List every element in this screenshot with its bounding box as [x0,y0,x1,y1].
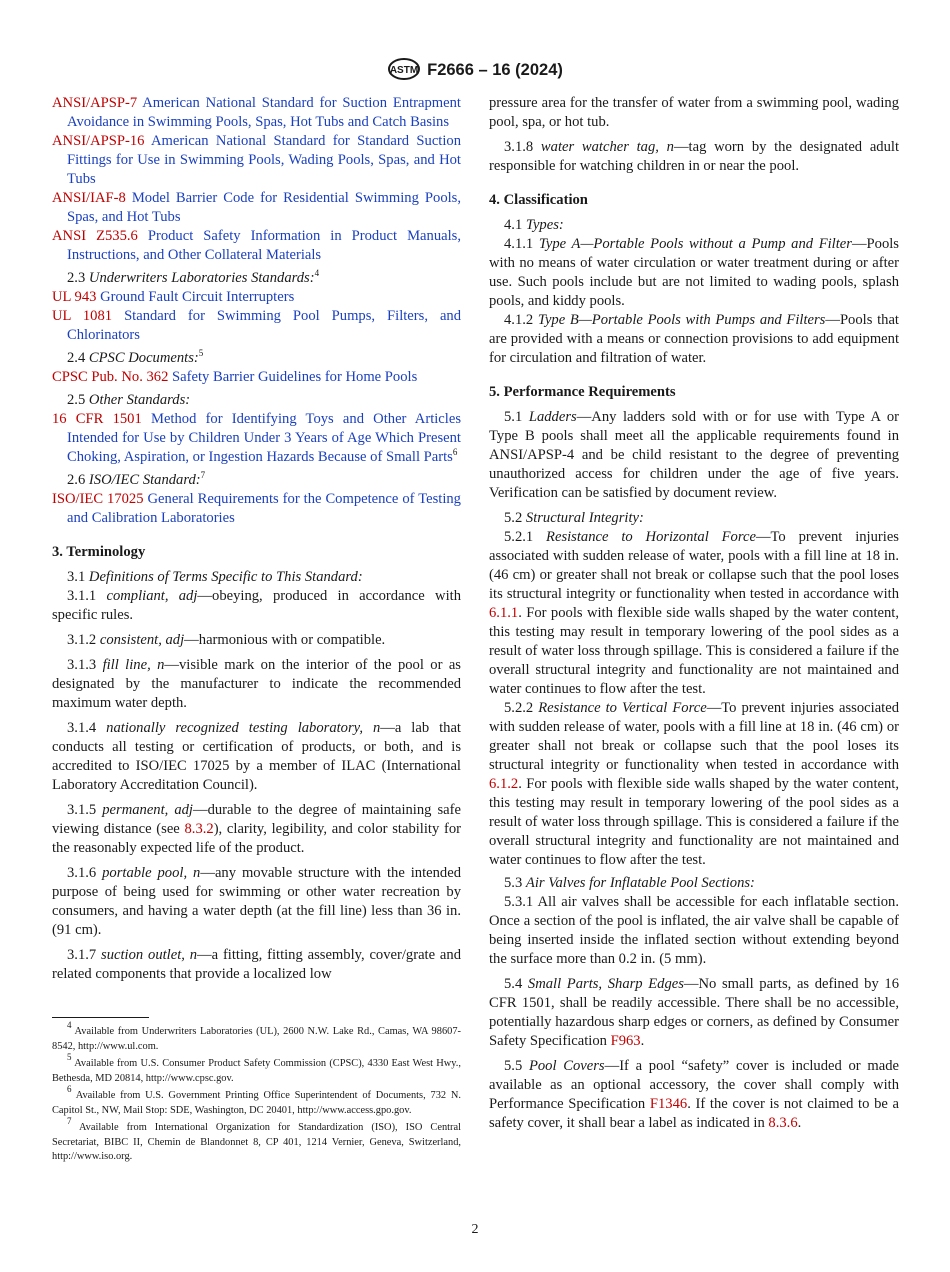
footnote: $^6$ Available from U.S. Government Printing Office Superintendent of Documents, 732 N. Capitol St., NW, Mail Stop: SDE, Washington, DC 20401, http://www.access.gpo.gov. [52,1084,461,1116]
reference-title-link[interactable]: Method for Identifying Toys and Other Articles Intended for Use by Children Under 3 Years of Age Which Present Choking, Aspiration, or Ingestion Hazards Because of Small Parts [67,411,461,465]
paragraph-3-1-1: 3.1.1 compliant, adj—obeying, produced in accordance with specific rules. [52,588,461,623]
subsection-2-5: 2.5 Other Standards: [67,392,191,408]
footnote: $^7$ Available from International Organization for Standardization (ISO), ISO Central Secretariat, BIBC II, Chemin de Blandonnet 8, CP 401, 1214 Vernier, Geneva, Switzerland, http://www.iso.org. [52,1116,461,1162]
right-column [489,94,899,1133]
reference-item [52,227,461,265]
reference-item [52,189,461,227]
paragraph-3-1-6: 3.1.6 portable pool, n—any movable structure with the intended purpose of being used for swimming or other water recreation by consumers, and having a water depth (at the fill line) less than 36 in. (91 cm). [52,865,461,938]
footnote: $^5$ Available from U.S. Consumer Product Safety Commission (CPSC), 4330 East West Hwy., Bethesda, MD 20814, http://www.cpsc.gov. [52,1052,462,1084]
paragraph-3-1-4: 3.1.4 nationally recognized testing laboratory, n—a lab that conducts all testing or certification of products, or both, and is accredited to ISO/IEC 17025 by a member of ILAC (International Laboratory Accreditation Council). [52,720,461,793]
left-column [52,94,461,1165]
page-number: 2 [471,1222,479,1237]
cross-reference-link[interactable]: 8.3.2 [184,821,214,837]
reference-title-link[interactable]: American National Standard for Standard Suction Fittings for Use in Swimming Pools, Wading Pools, Spas, and Hot Tubs [67,133,461,187]
footnote-divider [52,1017,149,1018]
paragraph-4-1-1: 4.1.1 Type A—Portable Pools without a Pump and Filter—Pools with no means of water circulation or water treatment during or after use. Such pools include but are not limited to wading pools, splash pools, and kiddy pools. [489,236,899,309]
reference-title-link[interactable]: Product Safety Information in Product Manuals, Instructions, and Other Collateral Materials [67,228,461,263]
reference-title-link[interactable]: Model Barrier Code for Residential Swimming Pools, Spas, and Hot Tubs [67,190,461,225]
reference-item [52,307,461,345]
document-header [0,58,950,80]
reference-item [52,94,461,132]
section-heading-terminology: 3. Terminology [52,544,146,560]
document-designation: F2666 – 16 (2024) [427,61,563,79]
cross-reference-link[interactable]: F1346 [649,1096,688,1112]
reference-item [52,132,461,189]
reference-item: 16 CFR 1501 Method for Identifying Toys and Other Articles Intended for Use by Children Under 3 Years of Age Which Present Choking, Aspiration, or Ingestion Hazards Because of Small Parts$^6$ [52,411,461,465]
reference-title-link[interactable]: Ground Fault Circuit Interrupters [100,289,295,305]
paragraph-4-1: 4.1 Types: [504,217,564,233]
reference-code-link[interactable]: ANSI/APSP-7 [52,95,138,111]
paragraph-5-1: 5.1 Ladders—Any ladders sold with or for use with Type A or Type B pools shall meet all the applicable requirements found in ANSI/APSP-4 and be child resistant to the degree of preventing unauthorized access for children under the age of five years. Verification can be satisfied by document review. [489,409,899,501]
paragraph-5-2-1: 5.2.1 Resistance to Horizontal Force—To prevent injuries associated with sudden release of water, pools with a fill line at 18 in. (46 cm) or greater shall not break or collapse such that the pool loses its structural integrity or functionality when tested in accordance with 6.1.1. For pools with flexible side walls shaped by the water content, this testing may result in temporary lowering of the pool sides as a result of water loss through spillage. This is considered a failure if the overall structural integrity and functionality are not maintained and water continues to flow after the test. [489,529,899,697]
cross-reference-link[interactable]: 6.1.2 [489,776,519,792]
paragraph-5-4: 5.4 Small Parts, Sharp Edges—No small parts, as defined by 16 CFR 1501, shall be readily accessible. There shall be no accessible, potentially hazardous sharp edges or corners, as defined by Consumer Safety Specification F963. [489,976,899,1049]
astm-logo-icon [387,58,421,80]
paragraph-5-2-2: 5.2.2 Resistance to Vertical Force—To prevent injuries associated with sudden release of water, pools with a fill line at 18 in. (46 cm) or greater shall not break or collapse such that the pool loses its structural integrity or functionality when tested in accordance with 6.1.2. For pools with flexible side walls shaped by the water content, this testing may result in temporary lowering of the pool sides as a result of water loss through spillage. This is considered a failure if the overall structural integrity and functionality are not maintained and water continues to flow after the test. [489,700,899,868]
cross-reference-link[interactable]: 8.3.6 [768,1115,798,1131]
paragraph-5-5: 5.5 Pool Covers—If a pool “safety” cover is included or made available as an optional accessory, the cover shall comply with Performance Specification F1346. If the cover is not claimed to be a safety cover, it shall bear a label as indicated in 8.3.6. [489,1058,899,1131]
reference-title-link[interactable]: Standard for Swimming Pool Pumps, Filters, and Chlorinators [67,308,462,343]
reference-item [52,368,461,387]
section-heading-classification: 4. Classification [489,192,588,208]
cross-reference-link[interactable]: F963 [610,1033,641,1049]
reference-item [52,490,461,528]
subsection-2-4: 2.4 CPSC Documents:$^5$ [67,348,204,366]
reference-title-link[interactable]: Safety Barrier Guidelines for Home Pools [172,369,418,385]
reference-code-link[interactable]: UL 943 [52,289,97,305]
paragraph-continuation: pressure area for the transfer of water from a swimming pool, wading pool, spa, or hot tub. [489,95,899,130]
section-heading-performance-requirements: 5. Performance Requirements [489,384,676,400]
footnote: $^4$ Available from Underwriters Laboratories (UL), 2600 N.W. Lake Rd., Camas, WA 98607-8542, http://www.ul.com. [52,1020,461,1052]
reference-code-link[interactable]: 16 CFR 1501 [52,411,142,427]
reference-code-link[interactable]: ISO/IEC 17025 [52,491,144,507]
paragraph-3-1-5: 3.1.5 permanent, adj—durable to the degree of maintaining safe viewing distance (see 8.3.2), clarity, legibility, and color stability for the reasonably expected life of the product. [52,802,461,856]
reference-code-link[interactable]: UL 1081 [52,308,113,324]
paragraph-3-1-3: 3.1.3 fill line, n—visible mark on the interior of the pool or as designated by the manufacturer to indicate the recommended maximum water depth. [52,657,461,711]
paragraph-5-3-1: 5.3.1 All air valves shall be accessible for each inflatable section. Once a section of the pool is inflated, the air valve shall be capable of being inserted inside the inflated section without extending beyond the surface more than 0.2 in. (5 mm). [489,894,900,967]
paragraph-3-1-8: 3.1.8 water watcher tag, n—tag worn by the designated adult responsible for watching children in or near the pool. [489,139,899,174]
svg-text:ASTM: ASTM [389,65,419,76]
paragraph-3-1-7: 3.1.7 suction outlet, n—a fitting, fitting assembly, cover/grate and related components that provide a localized low [52,947,461,982]
cross-reference-link[interactable]: 6.1.1 [489,605,519,621]
paragraph-3-1-2: 3.1.2 consistent, adj—harmonious with or compatible. [67,632,386,648]
paragraph-5-2: 5.2 Structural Integrity: [504,510,644,526]
reference-title-link[interactable]: General Requirements for the Competence of Testing and Calibration Laboratories [67,491,461,526]
subsection-2-3: 2.3 Underwriters Laboratories Standards:$^4$ [67,268,320,286]
subsection-2-6: 2.6 ISO/IEC Standard:$^7$ [67,470,206,488]
reference-code-link[interactable]: ANSI Z535.6 [52,228,138,244]
paragraph-3-1: 3.1 Definitions of Terms Specific to This Standard: [67,569,363,585]
reference-title-link[interactable]: American National Standard for Suction Entrapment Avoidance in Swimming Pools, Spas, Hot Tubs and Catch Basins [67,95,461,130]
paragraph-4-1-2: 4.1.2 Type B—Portable Pools with Pumps and Filters—Pools that are provided with a means or connection provisions to add equipment for circulation and filtration of water. [489,312,899,366]
reference-code-link[interactable]: ANSI/APSP-16 [52,133,145,149]
reference-code-link[interactable]: CPSC Pub. No. 362 [52,369,169,385]
reference-item [52,288,461,307]
paragraph-5-3: 5.3 Air Valves for Inflatable Pool Sections: [504,875,755,891]
reference-code-link[interactable]: ANSI/IAF-8 [52,190,126,206]
